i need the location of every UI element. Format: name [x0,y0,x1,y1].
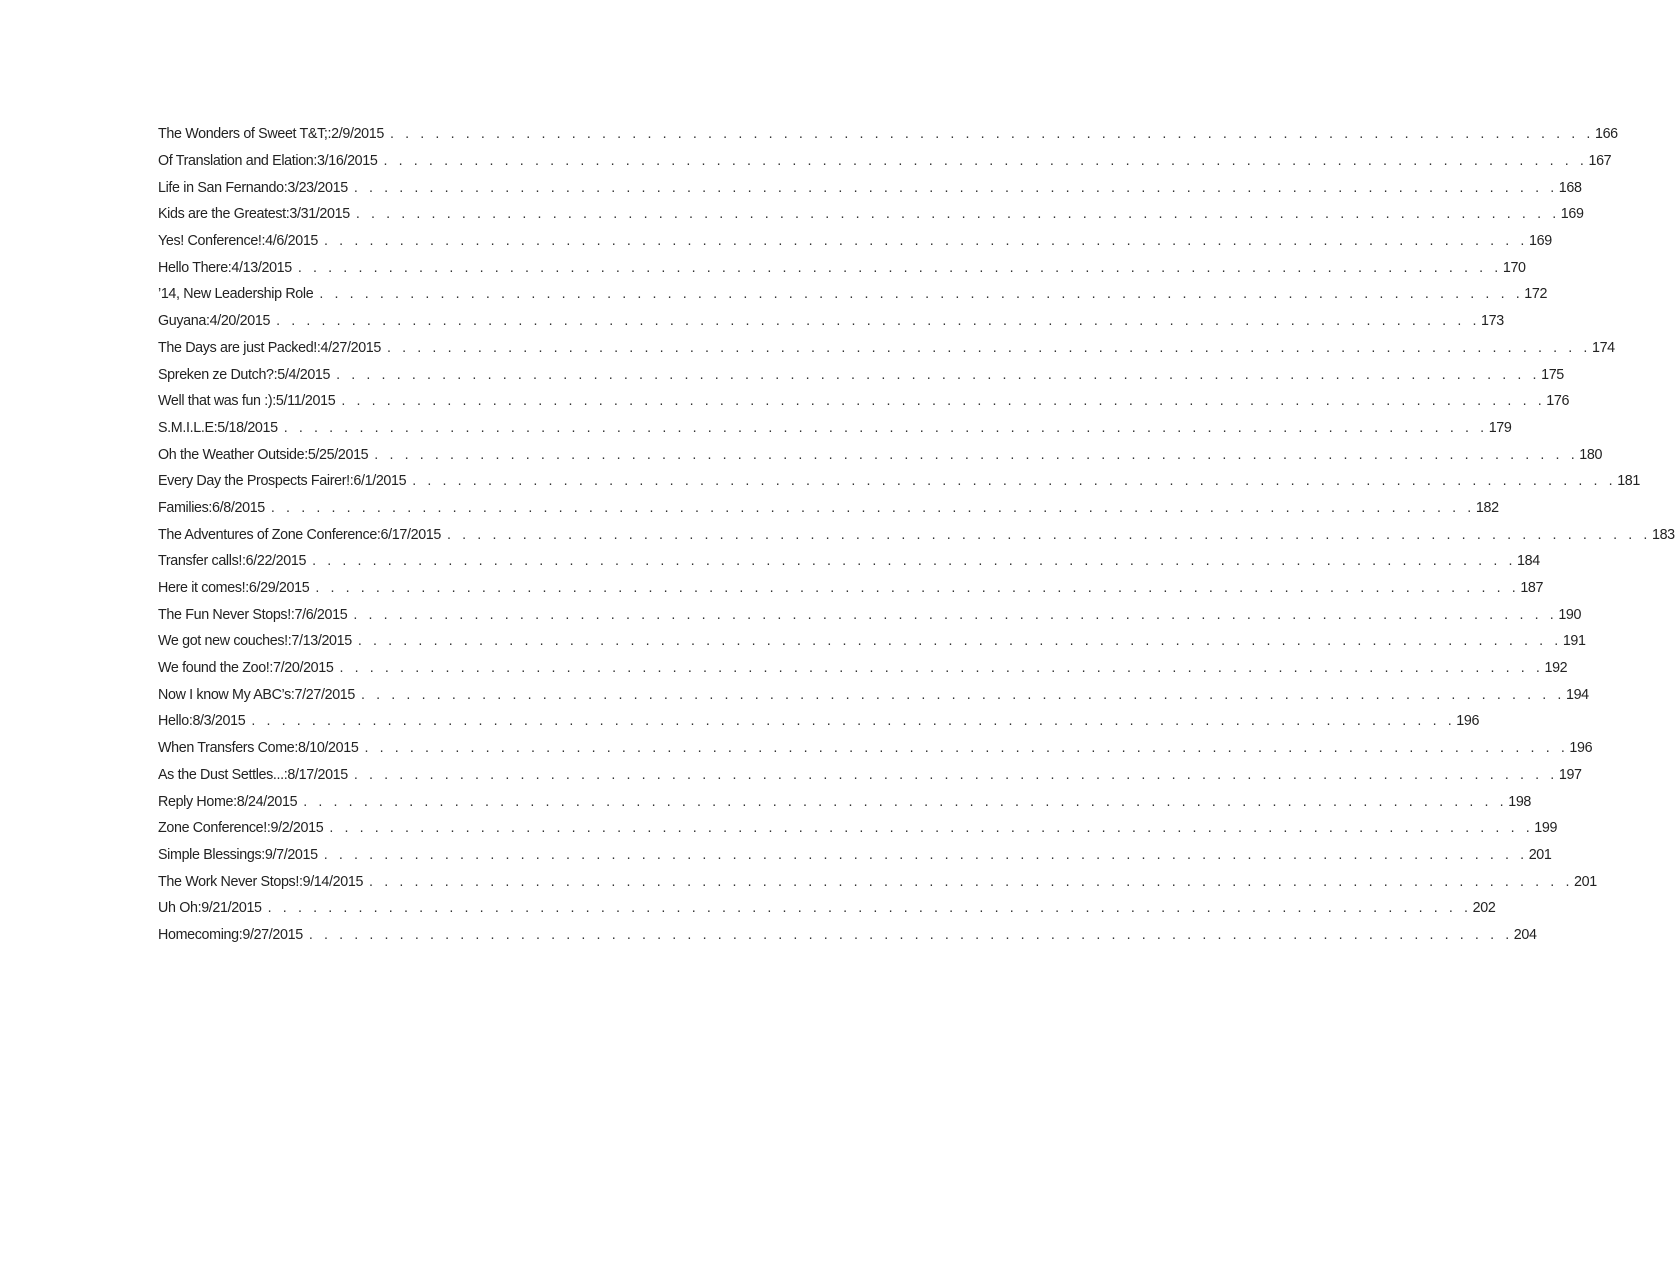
toc-entry-title: Here it comes!:6/29/2015 [158,580,310,597]
toc-entry-title: Families:6/8/2015 [158,499,265,516]
dot-leader: . . . . . . . . . . . . . . . . . . . . . . . . . . . . . . . . . . . . . . . . . . . . . . . . . . . . . . . . . . . . . . . . . . . . . . . . . . . . . . . . [447,526,1651,543]
dot-leader: . . . . . . . . . . . . . . . . . . . . . . . . . . . . . . . . . . . . . . . . . . . . . . . . . . . . . . . . . . . . . . . . . . . . . . . . . . . . . . . . [390,126,1594,143]
dot-leader: . . . . . . . . . . . . . . . . . . . . . . . . . . . . . . . . . . . . . . . . . . . . . . . . . . . . . . . . . . . . . . . . . . . . . . . . . . . . . . . . [323,846,1528,863]
toc-entry-page-number: 172 [1524,286,1548,303]
toc-entry-page-number: 191 [1562,633,1586,650]
toc-entry[interactable] [158,121,1618,148]
dot-leader: . . . . . . . . . . . . . . . . . . . . . . . . . . . . . . . . . . . . . . . . . . . . . . . . . . . . . . . . . . . . . . . . . . . . . . . . . . . . . . . . [276,313,1481,330]
toc-entry-title: Kids are the Greatest:3/31/2015 [158,206,350,223]
toc-entry-page-number: 174 [1591,339,1615,356]
toc-entry-page-number: 168 [1558,179,1582,196]
toc-entry-page-number: 180 [1579,446,1603,463]
dot-leader: . . . . . . . . . . . . . . . . . . . . . . . . . . . . . . . . . . . . . . . . . . . . . . . . . . . . . . . . . . . . . . . . . . . . . . . . . . . . . . . . [329,820,1534,837]
dot-leader: . . . . . . . . . . . . . . . . . . . . . . . . . . . . . . . . . . . . . . . . . . . . . . . . . . . . . . . . . . . . . . . . . . . . . . . . . . . . . . . . [353,766,1558,783]
toc-entry[interactable] [158,895,1496,922]
toc-entry-title: As the Dust Settles...:8/17/2015 [158,766,348,783]
toc-entry[interactable] [158,815,1558,842]
toc-entry[interactable] [158,735,1593,762]
toc-entry-title: The Days are just Packed!:4/27/2015 [158,339,381,356]
toc-entry-title: Hello There:4/13/2015 [158,259,292,276]
toc-entry-page-number: 197 [1558,766,1582,783]
dot-leader: . . . . . . . . . . . . . . . . . . . . . . . . . . . . . . . . . . . . . . . . . . . . . . . . . . . . . . . . . . . . . . . . . . . . . . . . . . . . . . . . [303,793,1508,810]
dot-leader: . . . . . . . . . . . . . . . . . . . . . . . . . . . . . . . . . . . . . . . . . . . . . . . . . . . . . . . . . . . . . . . . . . . . . . . . . . . . . . . . [387,339,1591,356]
toc-entry-title: Transfer calls!:6/22/2015 [158,553,307,570]
toc-entry-title: Zone Conference!:9/2/2015 [158,820,324,837]
dot-leader: . . . . . . . . . . . . . . . . . . . . . . . . . . . . . . . . . . . . . . . . . . . . . . . . . . . . . . . . . . . . . . . . . . . . . . . . . . . . . . . . [324,233,1528,250]
toc-entry-page-number: 176 [1546,393,1570,410]
dot-leader: . . . . . . . . . . . . . . . . . . . . . . . . . . . . . . . . . . . . . . . . . . . . . . . . . . . . . . . . . . . . . . . . . . . . . . . . . . . . . . . . [364,740,1569,757]
toc-entry[interactable] [158,575,1544,602]
toc-entry[interactable] [158,468,1641,495]
toc-entry-title: We found the Zoo!:7/20/2015 [158,660,334,677]
toc-entry[interactable] [158,308,1504,335]
toc-entry-page-number: 201 [1574,873,1597,890]
dot-leader: . . . . . . . . . . . . . . . . . . . . . . . . . . . . . . . . . . . . . . . . . . . . . . . . . . . . . . . . . . . . . . . . . . . . . . . . . . . . . . . . [283,419,1488,436]
toc-entry[interactable] [158,601,1582,628]
toc-entry[interactable] [158,361,1564,388]
toc-entry-title: Guyana:4/20/2015 [158,313,271,330]
toc-entry-page-number: 187 [1520,580,1544,597]
toc-entry-page-number: 204 [1513,926,1537,943]
dot-leader: . . . . . . . . . . . . . . . . . . . . . . . . . . . . . . . . . . . . . . . . . . . . . . . . . . . . . . . . . . . . . . . . . . . . . . . . . . . . . . . . [251,713,1456,730]
dot-leader: . . . . . . . . . . . . . . . . . . . . . . . . . . . . . . . . . . . . . . . . . . . . . . . . . . . . . . . . . . . . . . . . . . . . . . . . . . . . . . . . [270,499,1475,516]
toc-entry-page-number: 167 [1588,153,1612,170]
toc-entry[interactable] [158,868,1597,895]
dot-leader: . . . . . . . . . . . . . . . . . . . . . . . . . . . . . . . . . . . . . . . . . . . . . . . . . . . . . . . . . . . . . . . . . . . . . . . . . . . . . . . . [361,686,1565,703]
dot-leader: . . . . . . . . . . . . . . . . . . . . . . . . . . . . . . . . . . . . . . . . . . . . . . . . . . . . . . . . . . . . . . . . . . . . . . . . . . . . . . . . [412,473,1617,490]
toc-entry-page-number: 192 [1544,660,1568,677]
table-of-contents [158,121,1675,948]
dot-leader: . . . . . . . . . . . . . . . . . . . . . . . . . . . . . . . . . . . . . . . . . . . . . . . . . . . . . . . . . . . . . . . . . . . . . . . . . . . . . . . . [297,259,1502,276]
dot-leader: . . . . . . . . . . . . . . . . . . . . . . . . . . . . . . . . . . . . . . . . . . . . . . . . . . . . . . . . . . . . . . . . . . . . . . . . . . . . . . . . [353,179,1558,196]
toc-entry-title: Yes! Conference!:4/6/2015 [158,233,319,250]
toc-entry-title: Spreken ze Dutch?:5/4/2015 [158,366,331,383]
toc-entry[interactable] [158,708,1480,735]
toc-entry-title: When Transfers Come:8/10/2015 [158,740,359,757]
toc-entry-title: Every Day the Prospects Fairer!:6/1/2015 [158,473,407,490]
toc-entry[interactable] [158,254,1526,281]
toc-entry-page-number: 182 [1475,499,1499,516]
toc-entry-title: Simple Blessings:9/7/2015 [158,846,318,863]
toc-entry-page-number: 170 [1502,259,1526,276]
toc-entry-page-number: 166 [1594,126,1618,143]
toc-entry-page-number: 181 [1617,473,1641,490]
toc-entry-page-number: 202 [1472,900,1496,917]
toc-entry-page-number: 179 [1488,419,1512,436]
toc-entry-page-number: 196 [1569,740,1593,757]
toc-entry[interactable] [158,174,1582,201]
dot-leader: . . . . . . . . . . . . . . . . . . . . . . . . . . . . . . . . . . . . . . . . . . . . . . . . . . . . . . . . . . . . . . . . . . . . . . . . . . . . . . . . [336,366,1541,383]
toc-entry-title: The Fun Never Stops!:7/6/2015 [158,606,348,623]
toc-entry[interactable] [158,655,1568,682]
toc-entry-title: S.M.I.L.E:5/18/2015 [158,419,278,436]
dot-leader: . . . . . . . . . . . . . . . . . . . . . . . . . . . . . . . . . . . . . . . . . . . . . . . . . . . . . . . . . . . . . . . . . . . . . . . . . . . . . . . . [355,206,1560,223]
dot-leader: . . . . . . . . . . . . . . . . . . . . . . . . . . . . . . . . . . . . . . . . . . . . . . . . . . . . . . . . . . . . . . . . . . . . . . . . . . . . . . . . [319,286,1524,303]
toc-entry-page-number: 199 [1534,820,1558,837]
toc-entry-title: We got new couches!:7/13/2015 [158,633,352,650]
toc-entry-title: The Adventures of Zone Conference:6/17/2015 [158,526,442,543]
dot-leader: . . . . . . . . . . . . . . . . . . . . . . . . . . . . . . . . . . . . . . . . . . . . . . . . . . . . . . . . . . . . . . . . . . . . . . . . . . . . . . . . [312,553,1517,570]
dot-leader: . . . . . . . . . . . . . . . . . . . . . . . . . . . . . . . . . . . . . . . . . . . . . . . . . . . . . . . . . . . . . . . . . . . . . . . . . . . . . . . . [374,446,1579,463]
dot-leader: . . . . . . . . . . . . . . . . . . . . . . . . . . . . . . . . . . . . . . . . . . . . . . . . . . . . . . . . . . . . . . . . . . . . . . . . . . . . . . . . [308,926,1513,943]
toc-entry-page-number: 173 [1481,313,1504,330]
toc-entry-page-number: 169 [1529,233,1552,250]
toc-entry-title: The Work Never Stops!:9/14/2015 [158,873,364,890]
toc-entry-page-number: 194 [1565,686,1589,703]
toc-entry-title: The Wonders of Sweet T&T;:2/9/2015 [158,126,384,143]
toc-entry-title: Homecoming:9/27/2015 [158,926,303,943]
toc-entry-title: ’14, New Leadership Role [158,286,314,303]
toc-entry-page-number: 198 [1508,793,1532,810]
toc-entry-title: Reply Home:8/24/2015 [158,793,298,810]
dot-leader: . . . . . . . . . . . . . . . . . . . . . . . . . . . . . . . . . . . . . . . . . . . . . . . . . . . . . . . . . . . . . . . . . . . . . . . . . . . . . . . . [369,873,1574,890]
toc-entry[interactable] [158,388,1570,415]
toc-entry[interactable] [158,628,1586,655]
toc-entry[interactable] [158,495,1499,522]
toc-entry-page-number: 196 [1456,713,1480,730]
toc-entry[interactable] [158,548,1540,575]
dot-leader: . . . . . . . . . . . . . . . . . . . . . . . . . . . . . . . . . . . . . . . . . . . . . . . . . . . . . . . . . . . . . . . . . . . . . . . . . . . . . . . . [267,900,1472,917]
toc-entry-title: Now I know My ABC’s:7/27/2015 [158,686,355,703]
toc-entry[interactable] [158,681,1589,708]
toc-entry-page-number: 190 [1558,606,1582,623]
toc-entry[interactable] [158,335,1615,362]
toc-entry-title: Hello:8/3/2015 [158,713,246,730]
toc-entry-title: Well that was fun :):5/11/2015 [158,393,336,410]
toc-entry-title: Uh Oh:9/21/2015 [158,900,262,917]
dot-leader: . . . . . . . . . . . . . . . . . . . . . . . . . . . . . . . . . . . . . . . . . . . . . . . . . . . . . . . . . . . . . . . . . . . . . . . . . . . . . . . . [383,153,1588,170]
toc-entry[interactable] [158,201,1584,228]
dot-leader: . . . . . . . . . . . . . . . . . . . . . . . . . . . . . . . . . . . . . . . . . . . . . . . . . . . . . . . . . . . . . . . . . . . . . . . . . . . . . . . . [339,660,1544,677]
toc-entry-page-number: 169 [1560,206,1584,223]
toc-entry-page-number: 175 [1541,366,1564,383]
toc-entry-title: Oh the Weather Outside:5/25/2015 [158,446,369,463]
dot-leader: . . . . . . . . . . . . . . . . . . . . . . . . . . . . . . . . . . . . . . . . . . . . . . . . . . . . . . . . . . . . . . . . . . . . . . . . . . . . . . . . [341,393,1546,410]
toc-entry-page-number: 201 [1528,846,1552,863]
toc-entry-title: Life in San Fernando:3/23/2015 [158,179,348,196]
toc-entry-page-number: 183 [1651,526,1675,543]
dot-leader: . . . . . . . . . . . . . . . . . . . . . . . . . . . . . . . . . . . . . . . . . . . . . . . . . . . . . . . . . . . . . . . . . . . . . . . . . . . . . . . . [315,580,1520,597]
toc-entry[interactable] [158,228,1552,255]
toc-entry[interactable] [158,762,1582,789]
toc-entry[interactable] [158,148,1612,175]
toc-entry[interactable] [158,281,1548,308]
toc-entry[interactable] [158,922,1537,949]
toc-entry[interactable] [158,521,1675,548]
dot-leader: . . . . . . . . . . . . . . . . . . . . . . . . . . . . . . . . . . . . . . . . . . . . . . . . . . . . . . . . . . . . . . . . . . . . . . . . . . . . . . . . [357,633,1562,650]
toc-entry-page-number: 184 [1517,553,1540,570]
toc-entry[interactable] [158,441,1603,468]
toc-entry-title: Of Translation and Elation:3/16/2015 [158,153,378,170]
toc-entry[interactable] [158,415,1512,442]
toc-entry[interactable] [158,788,1532,815]
dot-leader: . . . . . . . . . . . . . . . . . . . . . . . . . . . . . . . . . . . . . . . . . . . . . . . . . . . . . . . . . . . . . . . . . . . . . . . . . . . . . . . . [353,606,1558,623]
toc-entry[interactable] [158,842,1552,869]
